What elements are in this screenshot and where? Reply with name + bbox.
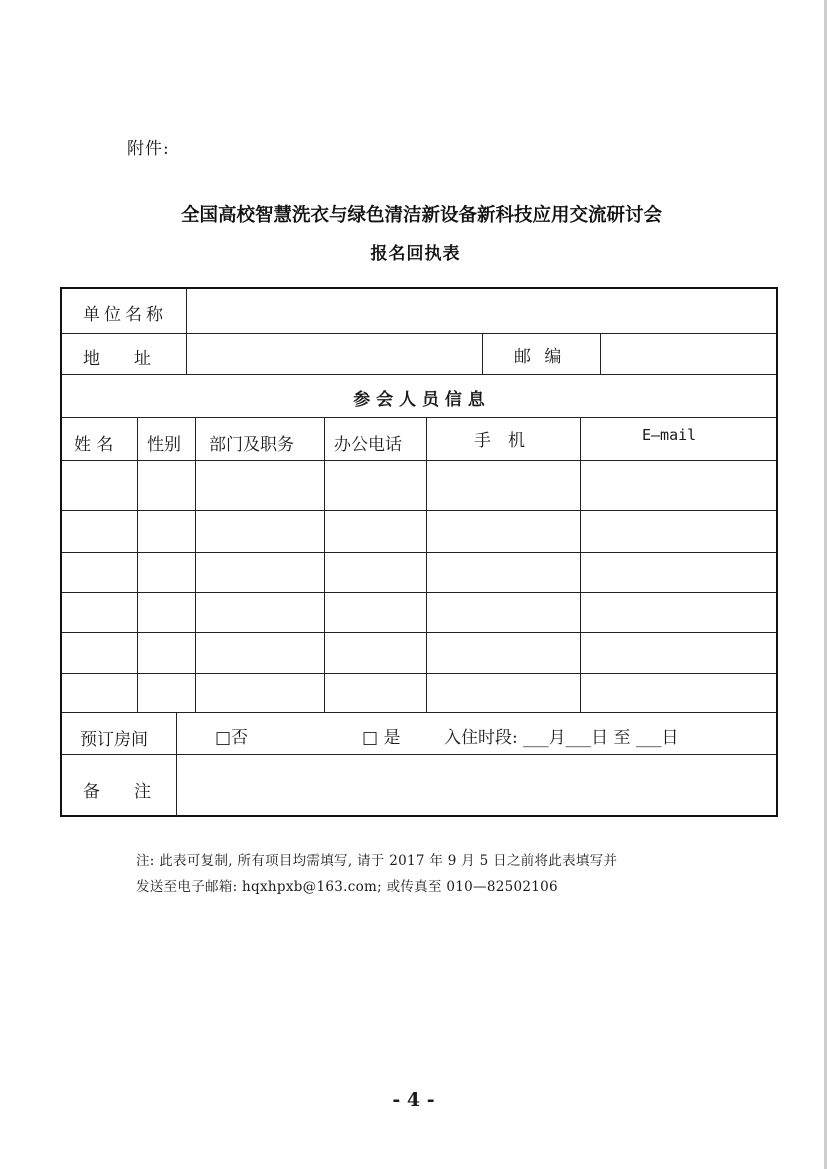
- attendee-row[interactable]: [62, 553, 776, 591]
- note-line-1: 注: 此表可复制, 所有项目均需填写, 请于 2017 年 9 月 5 日之前将此表填写并: [136, 853, 618, 869]
- postcode-field[interactable]: [602, 335, 774, 373]
- col-divider: [176, 712, 177, 817]
- col-divider: [600, 333, 601, 374]
- room-yes-checkbox[interactable]: □ 是: [362, 728, 401, 748]
- page-number: - 4 -: [392, 1089, 435, 1111]
- col-header-name: 姓 名: [74, 435, 114, 455]
- col-divider: [482, 333, 483, 374]
- attendee-row[interactable]: [62, 511, 776, 551]
- attendee-row[interactable]: [62, 633, 776, 672]
- col-header-email: E—mail: [642, 426, 697, 444]
- attachment-label: 附件:: [127, 139, 170, 159]
- row-divider: [62, 417, 776, 418]
- attendee-section-title: 参 会 人 员 信 息: [353, 390, 485, 410]
- org-name-field[interactable]: [188, 291, 774, 331]
- form-title: 全国高校智慧洗衣与绿色清洁新设备新科技应用交流研讨会: [180, 205, 662, 226]
- registration-form: [60, 287, 778, 817]
- attendee-row[interactable]: [62, 593, 776, 631]
- checkin-period[interactable]: 入住时段: ___月___日 至 ___日: [444, 728, 679, 748]
- row-divider: [62, 712, 776, 713]
- attendee-row[interactable]: [62, 674, 776, 711]
- row-divider: [62, 374, 776, 375]
- col-divider: [186, 289, 187, 374]
- col-header-gender: 性别: [147, 435, 181, 455]
- address-label: 地 址: [83, 349, 151, 369]
- col-header-mobile: 手 机: [474, 431, 525, 451]
- postcode-label: 邮 编: [514, 347, 566, 367]
- attendee-row[interactable]: [62, 461, 776, 509]
- note-line-2: 发送至电子邮箱: hqxhpxb@163.com; 或传真至 010—82502106: [136, 879, 558, 895]
- col-header-office-phone: 办公电话: [334, 435, 402, 455]
- remarks-field[interactable]: [178, 756, 774, 815]
- org-name-label: 单位名称: [83, 305, 167, 325]
- room-no-checkbox[interactable]: □否: [215, 728, 249, 748]
- address-field[interactable]: [188, 335, 480, 373]
- row-divider: [62, 754, 776, 755]
- col-header-department: 部门及职务: [209, 435, 294, 455]
- room-booking-label: 预订房间: [80, 730, 148, 750]
- row-divider: [62, 333, 776, 334]
- remarks-label: 备 注: [83, 782, 151, 802]
- form-subtitle: 报名回执表: [370, 244, 461, 264]
